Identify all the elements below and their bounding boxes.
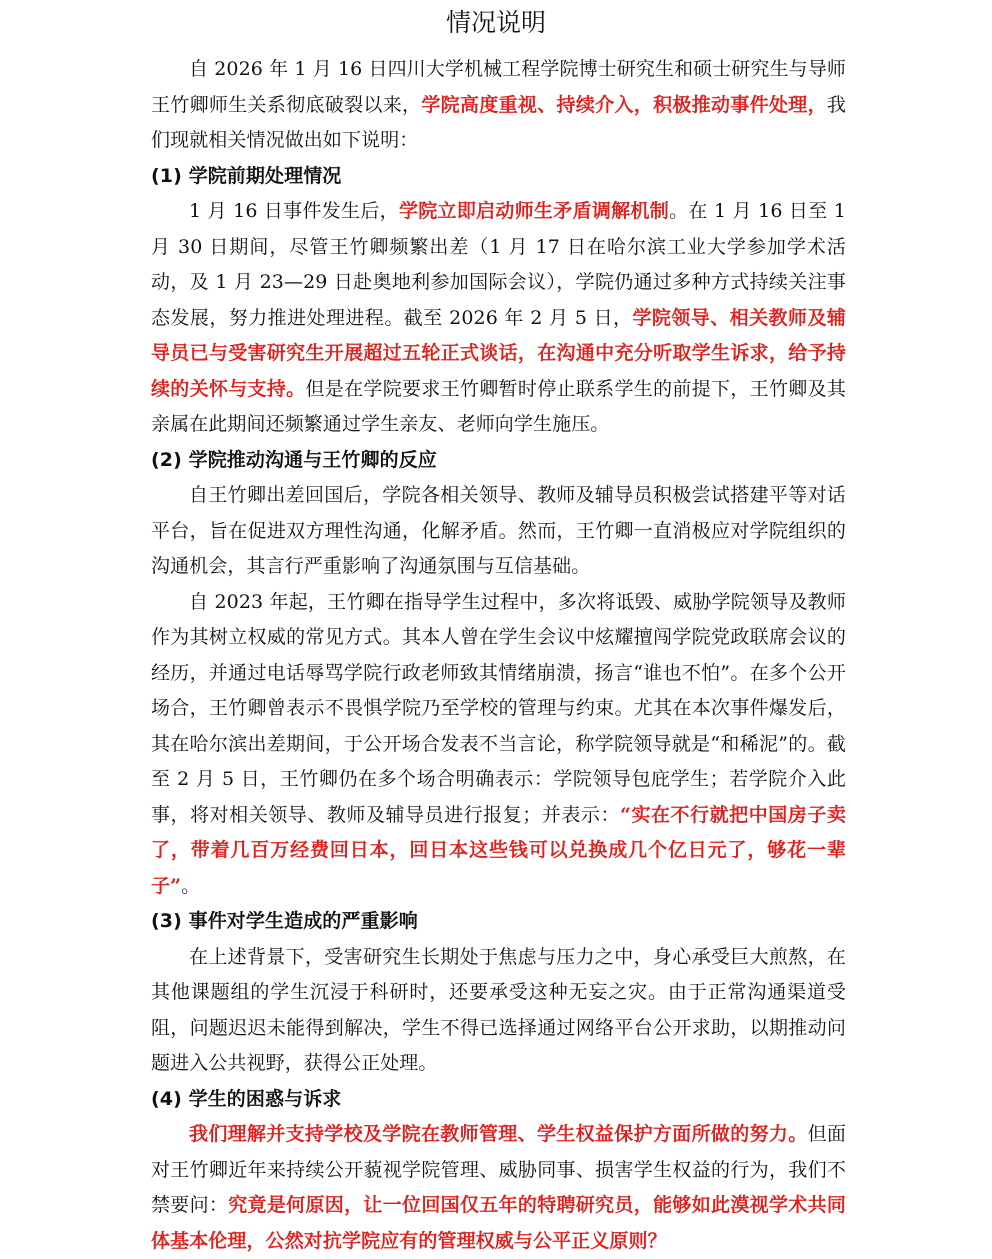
quote-text: “实在不行就把中国房子卖了，带着几百万经费回日本，回日本这些钱可以兑换成几个亿日元了，够花一辈子” [151,803,846,897]
document-title: 情况说明 [445,8,546,37]
emphasis-text: 学院立即启动师生矛盾调解机制 [398,200,670,222]
section-paragraph [151,194,846,443]
text-run: 自 2026 年 1 月 16 日四川大学机械工程学院博士研究生和硕士研究生与导师王竹卿师生关系彻底破裂以来， [151,58,846,116]
text-run: 自 2023 年起，王竹卿在指导学生过程中，多次将诋毁、威胁学院领导及教师作为其树立权威的常见方式。其本人曾在学生会议中炫耀擅闯学院党政联席会议的经历，并通过电话辱骂学院行政老师致其情绪崩溃，扬言“谁也不怕”。在多个公开场合，王竹卿曾表示不畏惧学院乃至学校的管理与约束。尤其在本次事件爆发后，其在哈尔滨出差期间，于公开场合发表不当言论，称学院领导就是“和稀泥”的。截至 2 月 5 日，王竹卿仍在多个场合明确表示：学院领导包庇学生；若学院介入此事，将对相关领导、教师及辅导员进行报复；并表示： [151,590,846,826]
text-run: 1 月 16 日事件发生后， [189,200,399,222]
text-run: 自王竹卿出差回国后，学院各相关领导、教师及辅导员积极尝试搭建平等对话平台，旨在促进双方理性沟通，化解矛盾。然而，王竹卿一直消极应对学院组织的沟通机会，其言行严重影响了沟通氛围与互信基础。 [151,484,846,577]
text-run: 在上述背景下，受害研究生长期处于焦虑与压力之中，身心承受巨大煎熬，在其他课题组的学生沉浸于科研时，还要承受这种无妄之灾。由于正常沟通渠道受阻，问题迟迟未能得到解决，学生不得已选择通过网络平台公开求助，以期推动问题进入公共视野，获得公正处理。 [151,945,846,1074]
section-paragraph [151,585,846,905]
emphasis-text: 我们理解并支持学校及学院在教师管理、学生权益保护方面所做的努力。 [189,1123,808,1145]
section-heading: (4) 学生的困惑与诉求 [151,1087,342,1110]
section-heading: (1) 学院前期处理情况 [151,164,342,187]
emphasis-text: 学院高度重视、持续介入，积极推动事件处理， [421,93,827,116]
section-paragraph [151,940,846,1082]
text-run: 但面对王竹卿近年来持续公开藐视学院管理、威胁同事、损害学生权益的行为，我们不禁要问： [151,1123,847,1216]
text-run: 但是在学院要求王竹卿暂时停止联系学生的前提下，王竹卿及其亲属在此期间还频繁通过学生亲友、老师向学生施压。 [151,377,846,435]
emphasis-text: 学院领导、相关教师及辅导员已与受害研究生开展超过五轮正式谈话，在沟通中充分听取学生诉求，给予持续的关怀与支持。 [151,306,846,400]
text-run: 。 [181,874,201,897]
emphasis-text: 究竟是何原因，让一位回国仅五年的特聘研究员，能够如此漠视学术共同体基本伦理，公然对抗学院应有的管理权威与公平正义原则？ [151,1194,846,1252]
section-paragraph [151,1117,846,1259]
section-heading: (2) 学院推动沟通与王竹卿的反应 [151,448,437,471]
text-run: 。在 1 月 16 日至 1 月 30 日期间，尽管王竹卿频繁出差（1 月 17 日在哈尔滨工业大学参加学术活动，及 1 月 23—29 日赴奥地利参加国际会议），学院仍通过多种方式持续关注事态发展，努力推进处理进程。截至 2026 年 2 月 5 日， [151,200,846,329]
section-heading: (3) 事件对学生造成的严重影响 [151,910,418,932]
text-run: 我们现就相关情况做出如下说明： [151,93,846,151]
intro-paragraph [151,52,846,159]
document-body [151,52,846,1259]
section-paragraph [151,478,846,585]
